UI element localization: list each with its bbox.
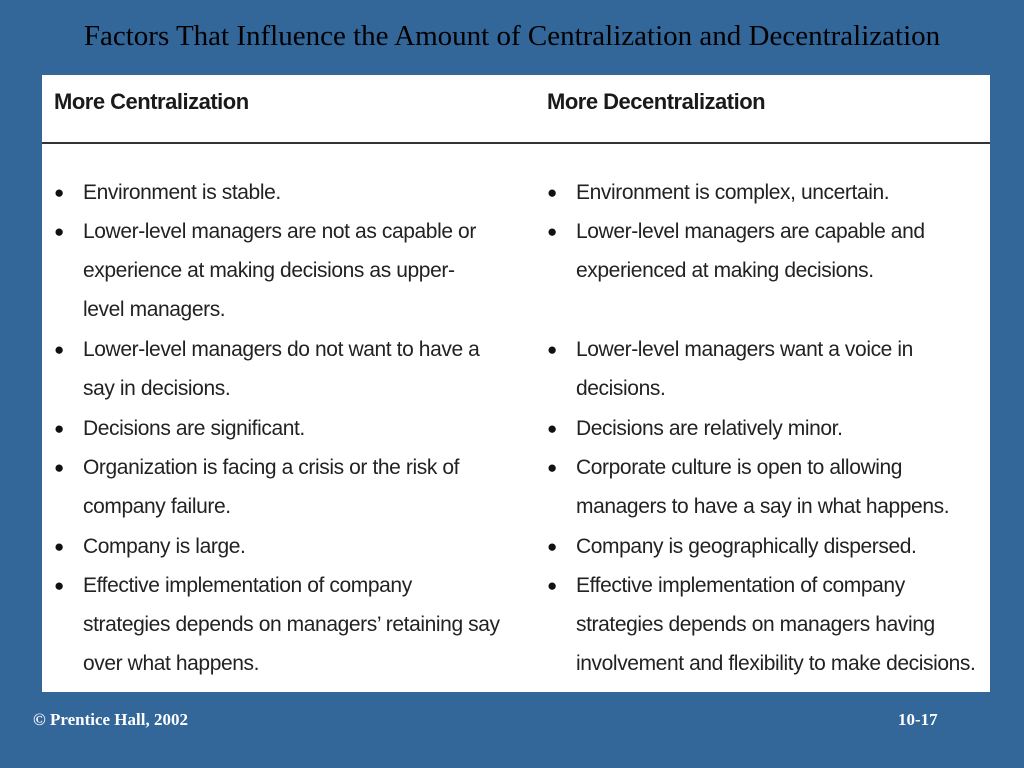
item-line: strategies depends on managers’ retaining say xyxy=(83,613,500,636)
item-line: Organization is facing a crisis or the risk of xyxy=(83,456,460,479)
item-line: Lower-level managers do not want to have a xyxy=(83,338,480,361)
bullet-icon: ● xyxy=(547,537,557,556)
slide-title: Factors That Influence the Amount of Centralization and Decentralization xyxy=(83,20,941,52)
item-line: company failure. xyxy=(83,495,231,518)
copyright-footer: © Prentice Hall, 2002 xyxy=(33,710,188,729)
slide-number: 10-17 xyxy=(898,710,938,729)
bullet-icon: ● xyxy=(547,340,557,359)
item-line: Lower-level managers are not as capable or xyxy=(83,220,476,243)
bullet-icon: ● xyxy=(54,340,64,359)
header-divider xyxy=(42,142,990,144)
bullet-icon: ● xyxy=(547,419,557,438)
left-column-header: More Centralization xyxy=(54,89,249,114)
item-line: say in decisions. xyxy=(83,377,231,400)
item-line: Environment is complex, uncertain. xyxy=(576,181,890,204)
bullet-icon: ● xyxy=(54,537,64,556)
bullet-icon: ● xyxy=(547,183,557,202)
item-line: Decisions are significant. xyxy=(83,417,305,440)
bullet-icon: ● xyxy=(547,222,557,241)
item-line: Lower-level managers are capable and xyxy=(576,220,925,243)
item-line: over what happens. xyxy=(83,652,260,675)
item-line: experienced at making decisions. xyxy=(576,259,874,282)
bullet-icon: ● xyxy=(54,576,64,595)
item-line: decisions. xyxy=(576,377,666,400)
item-line: strategies depends on managers having xyxy=(576,613,935,636)
item-line: level managers. xyxy=(83,298,226,321)
item-line: Effective implementation of company xyxy=(83,574,412,597)
right-column-header: More Decentralization xyxy=(547,89,766,114)
item-line: experience at making decisions as upper- xyxy=(83,259,455,282)
bullet-icon: ● xyxy=(547,458,557,477)
item-line: Company is geographically dispersed. xyxy=(576,535,917,558)
item-line: Corporate culture is open to allowing xyxy=(576,456,903,479)
item-line: Company is large. xyxy=(83,535,246,558)
item-line: Environment is stable. xyxy=(83,181,281,204)
bullet-icon: ● xyxy=(54,183,64,202)
bullet-icon: ● xyxy=(54,222,64,241)
item-line: involvement and flexibility to make decisions. xyxy=(576,652,976,675)
item-line: managers to have a say in what happens. xyxy=(576,495,950,518)
item-line: Lower-level managers want a voice in xyxy=(576,338,913,361)
bullet-icon: ● xyxy=(54,419,64,438)
bullet-icon: ● xyxy=(547,576,557,595)
item-line: Effective implementation of company xyxy=(576,574,905,597)
bullet-icon: ● xyxy=(54,458,64,477)
comparison-table xyxy=(42,75,990,692)
item-line: Decisions are relatively minor. xyxy=(576,417,843,440)
